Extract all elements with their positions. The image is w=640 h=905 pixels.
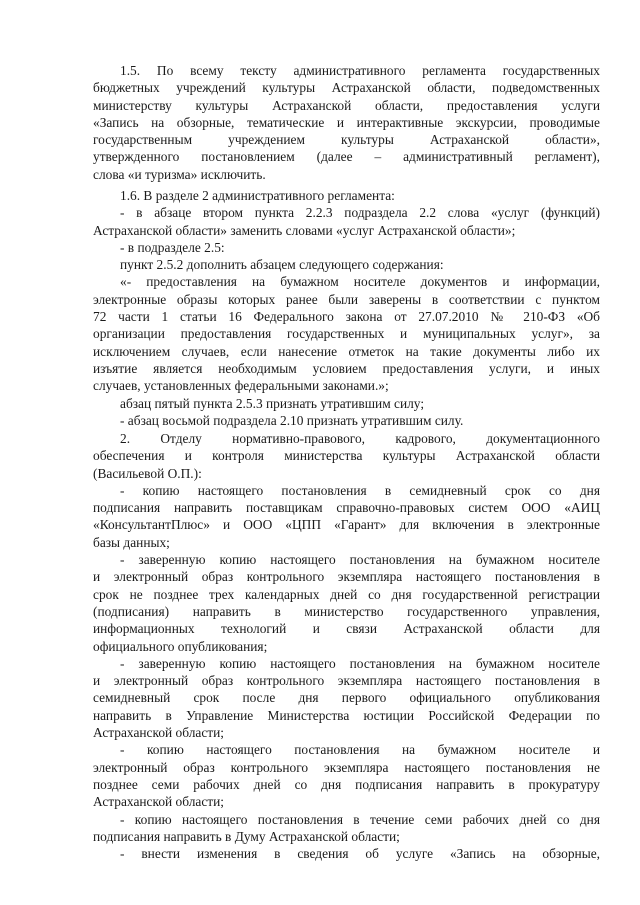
text-line: 2. Отделу нормативно-правового, кадрового, документационного [120,431,600,446]
text-line: Астраханской области» заменить словами «услуг Астраханской области»; [93,222,516,238]
text-line: официального опубликования; [93,638,268,654]
text-line: - копию настоящего постановления в течение семи рабочих дней со дня [120,811,600,827]
text-line: 72 части 1 статьи 16 Федерального закона от 27.07.2010 № 210-ФЗ «Об [93,309,600,325]
text-line: подписания направить в Думу Астраханской области; [93,828,400,844]
text-line: случаев, установленных федеральными законами.»; [93,378,389,394]
text-line: Астраханской области; [93,725,225,741]
text-line: семидневный срок после дня первого официального опубликования [93,690,600,706]
text-line: - заверенную копию настоящего постановления на бумажном носителе [120,552,600,568]
text-line: и электронный образ контрольного экземпляра настоящего постановления в [93,569,600,585]
text-line: (Васильевой О.П.): [93,465,202,481]
text-line: пункт 2.5.2 дополнить абзацем следующего содержания: [120,257,444,273]
text-line: - копию настоящего постановления в семидневный срок со дня [120,482,600,498]
text-line: - абзац восьмой подраздела 2.10 признать утратившим силу. [120,412,464,428]
paragraph-1-6 [93,187,600,429]
text-line: - заверенную копию настоящего постановления на бумажном носителе [120,655,600,671]
text-line: - копию настоящего постановления на бумажном носителе и [120,742,600,758]
text-line: обеспечения и контроля министерства культуры Астраханской области [93,448,600,464]
paragraph-2 [93,430,600,862]
text-line: позднее семи рабочих дней со дня подписания направить в прокуратуру [93,776,600,792]
paragraph-1-5 [93,62,600,183]
text-line: 1.6. В разделе 2 административного регламента: [120,188,395,203]
text-line: исключением случаев, если нанесение отметок на такие документы либо их [93,343,600,359]
text-line: «КонсультантПлюс» и ООО «ЦПП «Гарант» для включения в электронные [93,517,600,533]
text-line: информационных технологий и связи Астраханской области для [93,621,600,637]
text-line: - в абзаце втором пункта 2.2.3 подраздела 2.2 слова «услуг (функций) [120,205,600,221]
text-line: подписания направить поставщикам справочно-правовых систем ООО «АИЦ [93,500,600,516]
text-line: базы данных; [93,534,170,550]
text-line: (подписания) направить в министерство государственного управления, [93,603,600,619]
text-line: - внести изменения в сведения об услуге «Запись на обзорные, [120,846,600,862]
text-line: абзац пятый пункта 2.5.3 признать утратившим силу; [120,395,425,411]
text-line: слова «и туризма» исключить. [93,166,266,182]
text-line: министерству культуры Астраханской области, предоставления услуги [93,97,600,113]
text-line: и электронный образ контрольного экземпляра настоящего постановления в [93,673,600,689]
text-line: электронные образы которых ранее были заверены в соответствии с пунктом [93,291,600,307]
text-line: бюджетных учреждений культуры Астраханской области, подведомственных [93,80,600,96]
text-line: направить в Управление Министерства юстиции Российской Федерации по [93,707,600,723]
text-line: государственным учреждением культуры Астраханской области», [93,132,600,148]
text-line: срок не позднее трех календарных дней со дня государственной регистрации [93,586,600,602]
text-line: изъятие является необходимым условием предоставления услуги, и иных [93,360,600,376]
text-line: электронный образ контрольного экземпляра настоящего постановления не [93,759,600,775]
text-line: «Запись на обзорные, тематические и интерактивные экскурсии, проводимые [93,114,600,130]
text-line: организации предоставления государственных и муниципальных услуг», за [93,326,600,342]
text-line: Астраханской области; [93,794,225,810]
text-line: - в подразделе 2.5: [120,239,225,255]
text-line: «- предоставления на бумажном носителе документов и информации, [120,274,600,290]
text-line: 1.5. По всему тексту административного регламента государственных [120,63,600,78]
text-line: утвержденного постановлением (далее – административный регламент), [93,149,600,165]
